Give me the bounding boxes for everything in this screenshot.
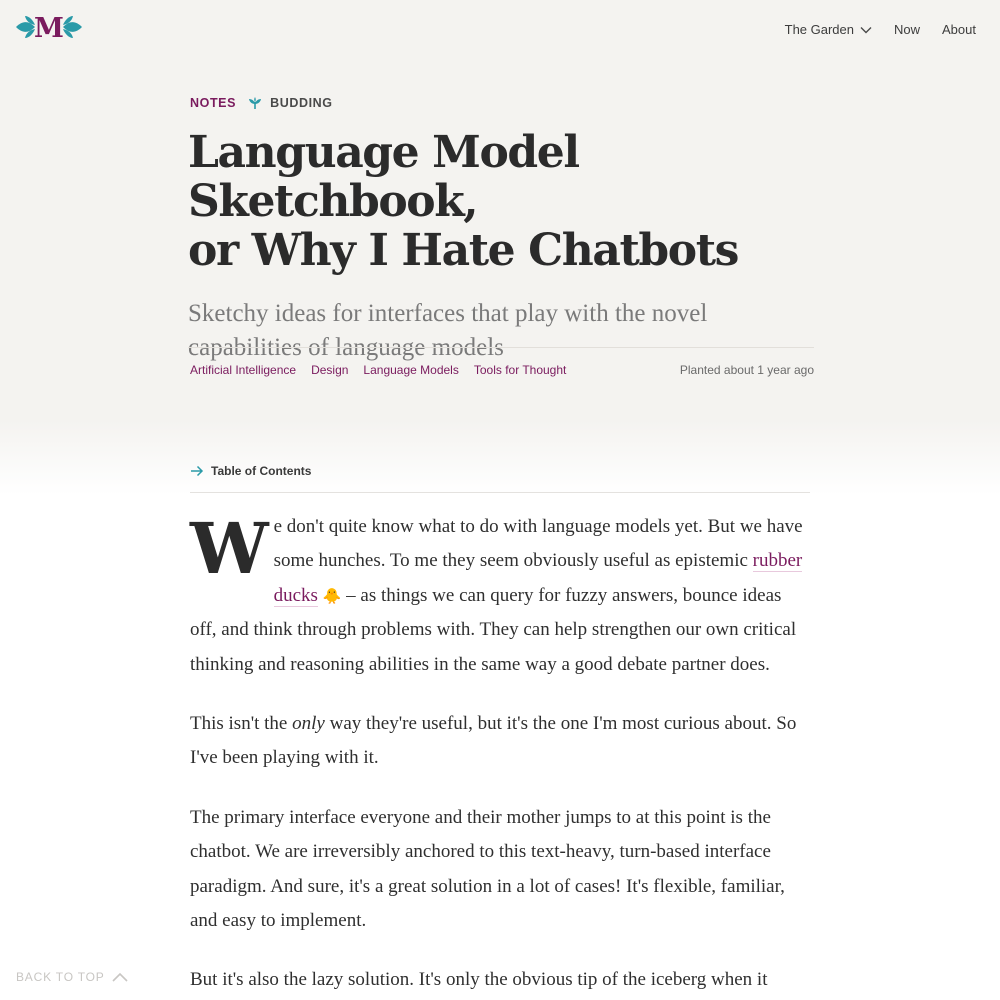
sprout-icon	[248, 96, 262, 110]
chevron-up-icon	[112, 972, 128, 982]
post-header	[188, 96, 818, 365]
paragraph-2-emphasis: only	[292, 713, 325, 735]
top-bar	[0, 0, 1000, 60]
tag-artificial-intelligence[interactable]: Artificial Intelligence	[190, 363, 297, 377]
growth-stage-label: BUDDING	[270, 96, 333, 110]
table-of-contents-toggle[interactable]	[190, 464, 810, 493]
post-kicker	[188, 96, 818, 110]
planted-date: Planted about 1 year ago	[679, 363, 814, 377]
page-title-line-1: Language Model Sketchbook,	[188, 127, 579, 227]
nav-now[interactable]: Now	[894, 22, 921, 37]
category-link[interactable]: NOTES	[190, 96, 237, 110]
site-logo[interactable]	[14, 10, 84, 44]
back-to-top-button[interactable]	[16, 970, 128, 984]
tag-list	[188, 363, 579, 377]
table-of-contents-label: Table of Contents	[211, 464, 312, 478]
page-subtitle-line-1: Sketchy ideas for interfaces that play with the novel	[188, 300, 708, 327]
post-meta	[188, 347, 814, 377]
page-title-line-2: or Why I Hate Chatbots	[188, 225, 739, 276]
tag-design[interactable]: Design	[311, 363, 349, 377]
paragraph-1	[190, 507, 812, 682]
nav-the-garden-label: The Garden	[784, 22, 854, 37]
page-subtitle-line-2: capabilities of language models	[188, 334, 504, 361]
chevron-down-icon	[860, 26, 872, 34]
arrow-right-icon	[190, 465, 204, 477]
rubber-ducks-link[interactable]: rubber ducks	[273, 550, 803, 606]
paragraph-1-text-b: – as things we can query for fuzzy answers, bounce ideas off, and think through problems with. They can help strengthen our own critical thinking and reasoning abilities in the same way a good debate partner does.	[190, 584, 797, 675]
page-title	[188, 128, 818, 275]
main-nav	[785, 22, 976, 37]
tag-language-models[interactable]: Language Models	[363, 363, 459, 377]
paragraph-2	[190, 707, 812, 776]
paragraph-3: The primary interface everyone and their mother jumps to at this point is the chatbot. We are irreversibly anchored to this text-heavy, turn-based interface paradigm. And sure, it's a great solution in a lot of cases! It's flexible, familiar, and easy to implement.	[190, 806, 785, 932]
nav-about[interactable]: About	[942, 22, 976, 37]
chick-emoji: 🐥	[322, 586, 342, 605]
drop-cap: W	[190, 507, 266, 590]
back-to-top-label: BACK TO TOP	[16, 970, 105, 984]
tag-tools-for-thought[interactable]: Tools for Thought	[473, 363, 567, 377]
paragraph-4: But it's also the lazy solution. It's only the obvious tip of the iceberg when it	[190, 969, 768, 991]
nav-the-garden[interactable]	[785, 22, 872, 37]
paragraph-2-text-b: way they're useful, but it's the one I'm most curious about. So I've been playing with it.	[190, 713, 797, 769]
article-body	[190, 507, 812, 1000]
paragraph-2-text-a: This isn't the	[190, 713, 293, 735]
paragraph-1-text-a: e don't quite know what to do with language models yet. But we have some hunches. To me they seem obviously useful as epistemic	[273, 516, 803, 572]
logo-letter: M	[34, 13, 64, 44]
